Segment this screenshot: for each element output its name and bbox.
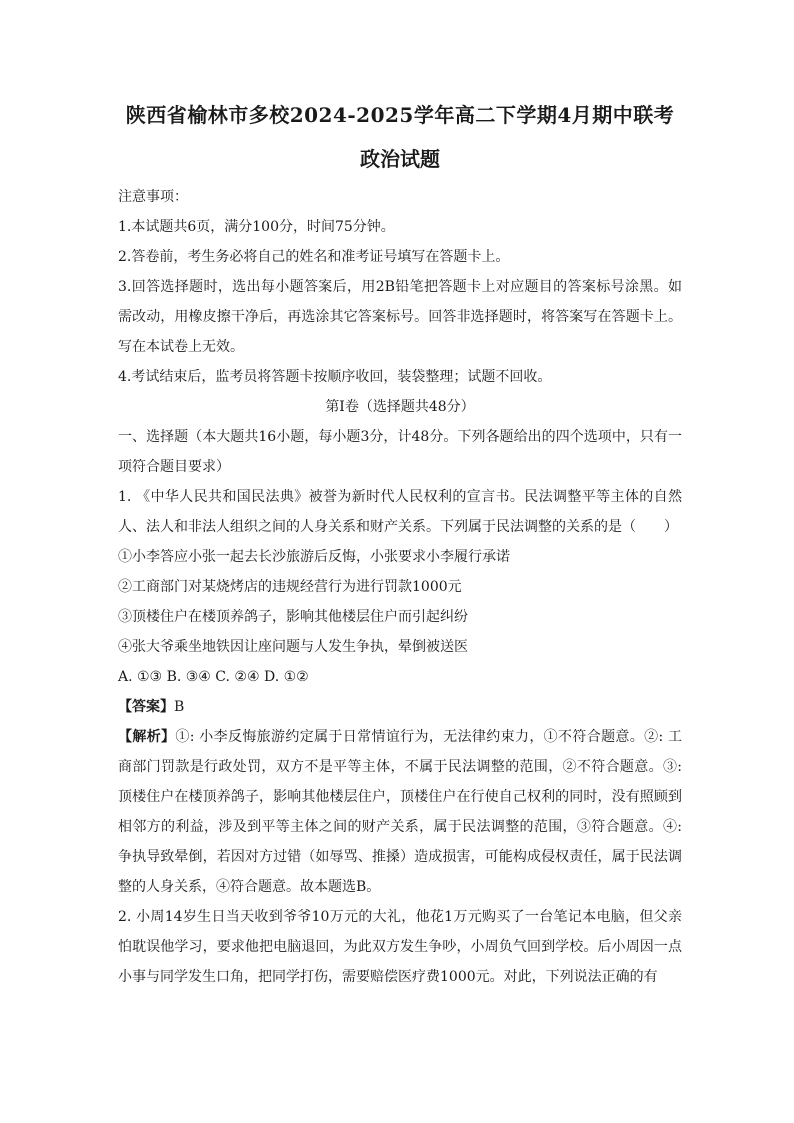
note-item-1: 1.本试题共6页，满分100分，时间75分钟。 bbox=[118, 219, 395, 235]
analysis-text: ①: 小李反悔旅游约定属于日常情谊行为，无法律约束力，①不符合题意。②: 工商部门罚款是行政处罚，双方不是平等主体，不属于民法调整的范围，②不符合题意。③: 顶楼住户在楼顶养鸽子，影响其他楼层住户，顶楼住户在行使自己权利的同时，没有照顾到相邻方的利益，涉及到平等主体之间的财产关系，属于民法调整的范围，③符合题意。④: 争执导致晕倒，若因对方过错（如辱骂、推搡）造成损害，可能构成侵权责任，属于民法调整的人身关系，④符合题意。故本题选B。 bbox=[118, 729, 682, 895]
question-1-stem: 1. 《中华人民共和国民法典》被誉为新时代人民权利的宣言书。民法调整平等主体的自然人、法人和非法人组织之间的人身关系和财产关系。下列属于民法调整的关系的是（ ） bbox=[118, 489, 682, 535]
note-item-2: 2.答卷前，考生务必将自己的姓名和准考证号填写在答题卡上。 bbox=[118, 249, 510, 265]
question-1-option-4: ④张大爷乘坐地铁因让座问题与人发生争执，晕倒被送医 bbox=[118, 639, 468, 655]
note-item-4: 4.考试结束后，监考员将答题卡按顺序收回，装袋整理；试题不回收。 bbox=[118, 369, 552, 385]
question-1-answer bbox=[118, 692, 682, 722]
document-body bbox=[118, 182, 682, 992]
volume-title: 第Ⅰ卷（选择题共48分） bbox=[325, 399, 475, 415]
answer-value: B bbox=[174, 699, 185, 715]
document-subtitle: 政治试题 bbox=[360, 147, 440, 171]
section-intro: 一、选择题（本大题共16小题，每小题3分，计48分。下列各题给出的四个选项中，只有一项符合题目要求） bbox=[118, 429, 682, 475]
question-1-option-3: ③顶楼住户在楼顶养鸽子，影响其他楼层住户而引起纠纷 bbox=[118, 609, 468, 625]
question-1-option-1: ①小李答应小张一起去长沙旅游后反悔，小张要求小李履行承诺 bbox=[118, 549, 510, 565]
answer-label: 【答案】 bbox=[118, 699, 174, 715]
note-item-3: 3.回答选择题时，选出每小题答案后，用2B铅笔把答题卡上对应题目的答案标号涂黑。如需改动，用橡皮擦干净后，再选涂其它答案标号。回答非选择题时，将答案写在答题卡上。写在本试卷上无效。 bbox=[118, 279, 682, 355]
question-1-choices: A. ①③ B. ③④ C. ②④ D. ①② bbox=[118, 669, 309, 685]
analysis-label: 【解析】 bbox=[118, 729, 176, 745]
notes-heading: 注意事项： bbox=[118, 189, 188, 205]
question-1-option-2: ②工商部门对某烧烤店的违规经营行为进行罚款1000元 bbox=[118, 579, 462, 595]
question-1-analysis bbox=[118, 722, 682, 902]
document-title: 陕西省榆林市多校2024-2025学年高二下学期4月期中联考 bbox=[125, 103, 675, 127]
question-2-stem: 2. 小周14岁生日当天收到爷爷10万元的大礼，他花1万元购买了一台笔记本电脑，但父亲怕耽误他学习，要求他把电脑退回，为此双方发生争吵，小周负气回到学校。后小周因一点小事与同学发生口角，把同学打伤，需要赔偿医疗费1000元。对此，下列说法正确的有 bbox=[118, 909, 682, 985]
